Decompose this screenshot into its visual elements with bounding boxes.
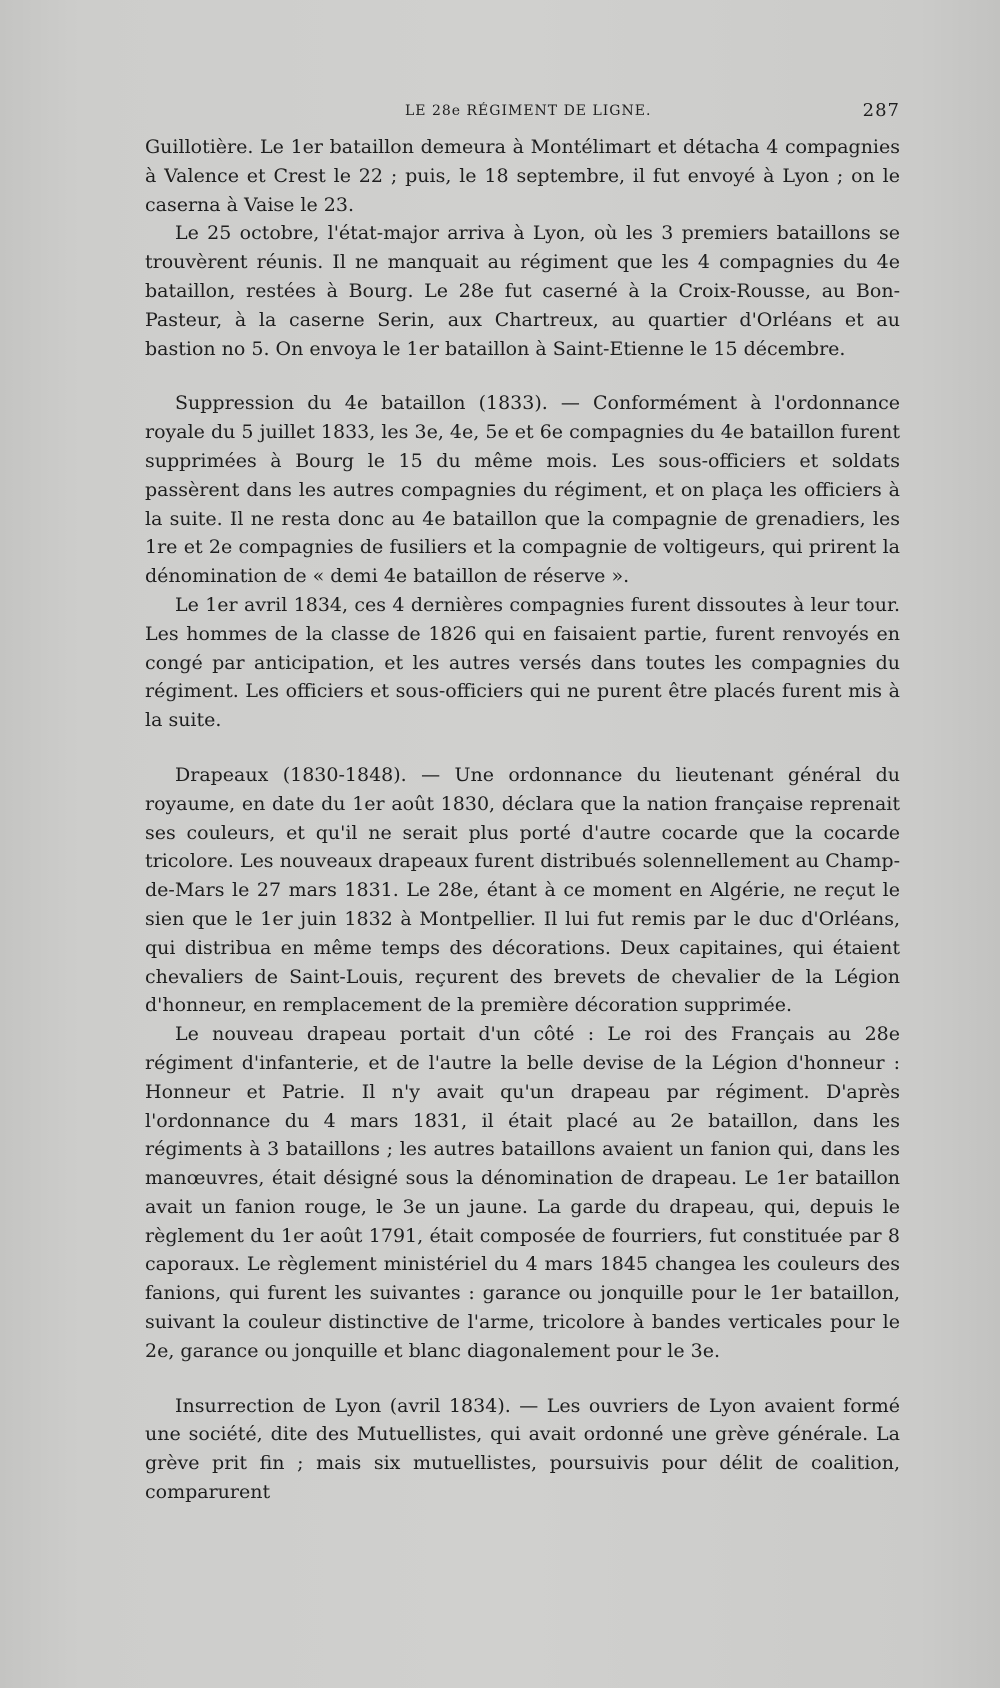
running-title: LE 28e RÉGIMENT DE LIGNE. xyxy=(405,103,652,119)
section-paragraph: Drapeaux (1830-1848). — Une ordonnance du lieutenant général du royaume, en date du 1er août 1830, déclara que la nation française reprenait ses couleurs, et qu'il ne serait plus porté d'autre cocarde que la cocarde tricolore. Les nouveaux drapeaux furent distribués solennellement au Champ-de-Mars le 27 mars 1831. Le 28e, étant à ce moment en Algérie, ne reçut le sien que le 1er juin 1832 à Montpellier. Il lui fut remis par le duc d'Orléans, qui distribua en même temps des décorations. Deux capitaines, qui étaient chevaliers de Saint-Louis, reçurent des brevets de chevalier de la Légion d'honneur, en remplacement de la première décoration supprimée. xyxy=(145,763,900,1017)
paragraph: Le 1er avril 1834, ces 4 dernières compagnies furent dissoutes à leur tour. Les hommes de la classe de 1826 qui en faisaient partie, furent renvoyés en congé par anticipation, et les autres versés dans toutes les compagnies du régiment. Les officiers et sous-officiers qui ne purent être placés furent mis à la suite. xyxy=(145,593,900,732)
section-paragraph: Insurrection de Lyon (avril 1834). — Les ouvriers de Lyon avaient formé une société, dite des Mutuellistes, qui avait ordonné une grève générale. La grève prit fin ; mais six mutuellistes, poursuivis pour délit de coalition, comparurent xyxy=(145,1394,900,1504)
paragraph: Guillotière. Le 1er bataillon demeura à Montélimart et détacha 4 compagnies à Valence et Crest le 22 ; puis, le 18 septembre, il fut envoyé à Lyon ; on le caserna à Vaise le 23. xyxy=(145,136,900,216)
section-paragraph: Suppression du 4e bataillon (1833). — Conformément à l'ordonnance royale du 5 juillet 1833, les 3e, 4e, 5e et 6e compagnies du 4e bataillon furent supprimées à Bourg le 15 du même mois. Les sous-officiers et soldats passèrent dans les autres compagnies du régiment, et on plaça les officiers à la suite. Il ne resta donc au 4e bataillon que la compagnie de grenadiers, les 1re et 2e compagnies de fusiliers et la compagnie de voltigeurs, qui prirent la dénomination de « demi 4e bataillon de réserve ». xyxy=(145,392,900,588)
page-header xyxy=(145,100,900,124)
paragraph: Le nouveau drapeau portait d'un côté : Le roi des Français au 28e régiment d'infanterie, et de l'autre la belle devise de la Légion d'honneur : Honneur et Patrie. Il n'y avait qu'un drapeau par régiment. D'après l'ordonnance du 4 mars 1831, il était placé au 2e bataillon, dans les régiments à 3 bataillons ; les autres bataillons avaient un fanion qui, dans les manœuvres, était désigné sous la dénomination de drapeau. Le 1er bataillon avait un fanion rouge, le 3e un jaune. La garde du drapeau, qui, depuis le règlement du 1er août 1791, était composée de fourriers, fut constituée par 8 caporaux. Le règlement ministériel du 4 mars 1845 changea les couleurs des fanions, qui furent les suivantes : garance ou jonquille pour le 1er bataillon, suivant la couleur distinctive de l'arme, tricolore à bandes verticales pour le 2e, garance ou jonquille et blanc diagonalement pour le 3e. xyxy=(145,1023,900,1362)
body-text xyxy=(145,133,900,1507)
paragraph: Le 25 octobre, l'état-major arriva à Lyon, où les 3 premiers bataillons se trouvèrent réunis. Il ne manquait au régiment que les 4 compagnies du 4e bataillon, restées à Bourg. Le 28e fut caserné à la Croix-Rousse, au Bon-Pasteur, à la caserne Serin, aux Chartreux, au quartier d'Orléans et au bastion no 5. On envoya le 1er bataillon à Saint-Etienne le 15 décembre. xyxy=(145,222,900,360)
page-number: 287 xyxy=(862,100,900,121)
